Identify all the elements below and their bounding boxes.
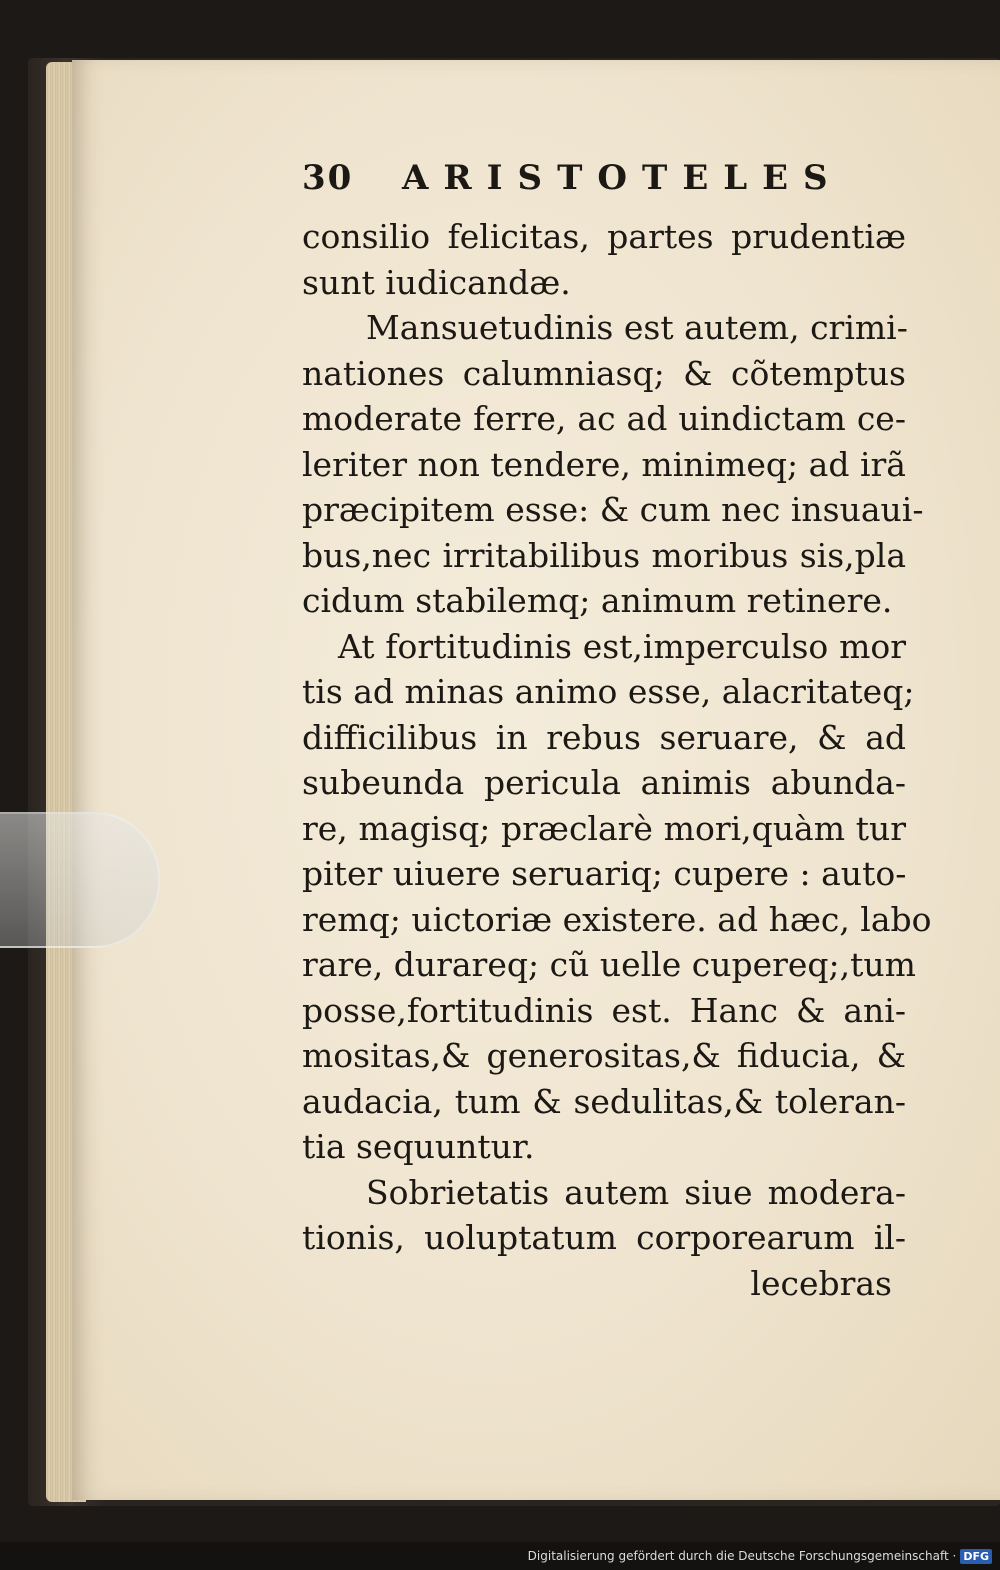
dfg-logo-icon: DFG xyxy=(960,1549,992,1564)
text-line: piter uiuere seruariq; cupere : auto- xyxy=(302,854,907,893)
text-line: tia sequuntur. xyxy=(302,1127,535,1166)
text-line: posse,fortitudinis est. Hanc & ani- xyxy=(302,990,906,1030)
text-line: Mansuetudinis est autem, crimi- xyxy=(366,308,908,347)
text-line: consilio felicitas, partes prudentiæ xyxy=(302,217,906,256)
page-header xyxy=(302,158,906,214)
text-line: sunt iudicandæ. xyxy=(302,262,571,302)
catchword: lecebras xyxy=(750,1263,892,1303)
text-line: Sobrietatis autem siue modera- xyxy=(366,1172,906,1212)
text-line: tionis, uoluptatum corporearum il- xyxy=(302,1218,906,1257)
text-line: difficilibus in rebus seruare, & ad xyxy=(302,717,906,757)
text-block xyxy=(302,158,932,1306)
footer-credit: Digitalisierung gefördert durch die Deutsche Forschungsgemeinschaft · xyxy=(527,1549,957,1563)
page-number: 30 xyxy=(302,158,354,198)
text-line: præcipitem esse: & cum nec insuaui- xyxy=(302,490,924,529)
text-line: bus,nec irritabilibus moribus sis,pla xyxy=(302,535,906,575)
body-text xyxy=(302,214,932,1261)
text-line: rare, durareq; cũ uelle cupereq;,tum xyxy=(302,945,916,984)
text-line: leriter non tendere, minimeq; ad irã xyxy=(302,444,906,484)
text-line: subeunda pericula animis abunda- xyxy=(302,763,906,802)
text-line: At fortitudinis est,imperculso mor xyxy=(338,626,906,666)
digitization-footer xyxy=(0,1542,1000,1570)
text-line: re, magisq; præclarè mori,quàm tur xyxy=(302,808,906,848)
text-line: cidum stabilemq; animum retinere. xyxy=(302,581,893,620)
page-clip xyxy=(0,812,160,948)
text-line: mositas,& generositas,& fiducia, & xyxy=(302,1036,906,1075)
text-line: tis ad minas animo esse, alacritateq; xyxy=(302,672,915,711)
text-line: moderate ferre, ac ad uindictam ce- xyxy=(302,399,906,438)
running-head: ARISTOTELES xyxy=(402,158,843,198)
text-line: audacia, tum & sedulitas,& toleran- xyxy=(302,1081,906,1121)
text-line: remq; uictoriæ existere. ad hæc, labo xyxy=(302,899,932,939)
text-line: nationes calumniasq; & cõtemptus xyxy=(302,353,906,393)
